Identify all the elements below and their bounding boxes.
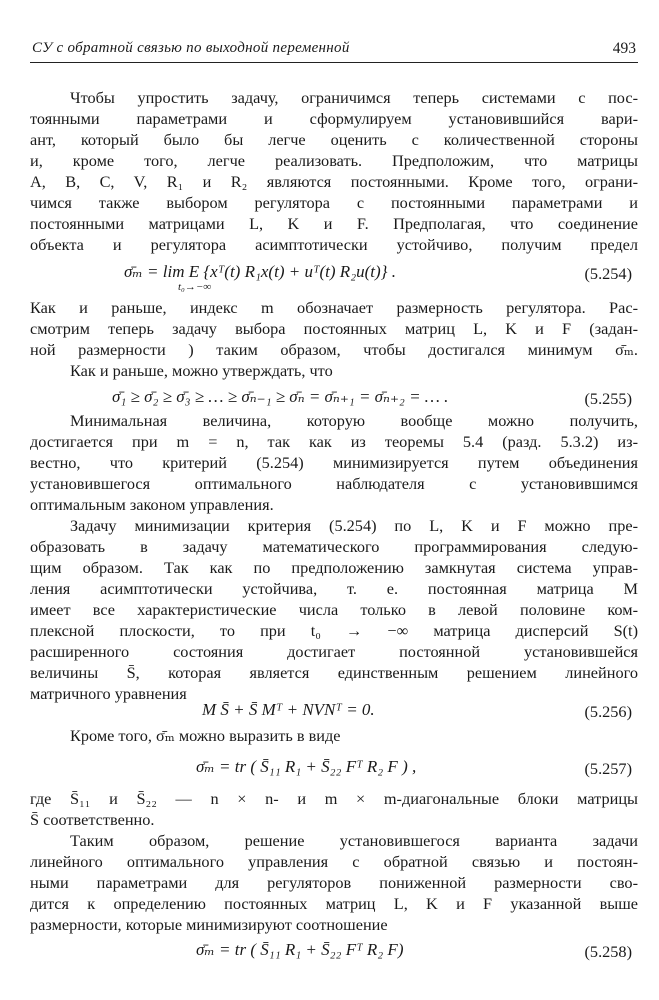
equation-5-255 [30,385,638,413]
equation-5-254 [30,260,638,293]
text-line: образовать в задачу математического программирования следую- [30,537,638,556]
text-line: смотрим теперь задачу выбора постоянных матриц L, K и F (задан- [30,319,638,338]
text-line: где S̄₁₁ и S̄₂₂ — n × n- и m × m-диагональные блоки матрицы [30,789,638,808]
equation-formula: σ̄ₘ = tr ( S̄₁₁ R₁ + S̄₂₂ Fᵀ R₂ F ) , [196,757,417,776]
running-title: СУ с обратной связью по выходной переменной [32,40,350,56]
equation-formula: σ̄ₘ = lim E {xᵀ(t) R₁x(t) + uᵀ(t) R₂u(t)} . [124,262,396,281]
text-line: чимся также выбором регулятора с постоянными параметрами и [30,193,638,212]
text-line: Как и раньше, можно утверждать, что [70,361,333,380]
text-line: Минимальная величина, которую вообще можно получить, [70,411,638,430]
equation-formula: σ̄ₘ = tr ( S̄₁₁ R₁ + S̄₂₂ Fᵀ R₂ F) [196,940,404,959]
text-line: A, B, C, V, R₁ и R₂ являются постоянными. Кроме того, ограни- [30,172,638,191]
text-line: Чтобы упростить задачу, ограничимся теперь системами с пос- [70,88,638,107]
equation-number: (5.258) [584,942,632,961]
equation-formula: σ̄₁ ≥ σ̄₂ ≥ σ̄₃ ≥ … ≥ σ̄ₙ₋₁ ≥ σ̄ₙ = σ̄ₙ₊₁ = σ̄ₙ₊₂ = … . [112,387,449,406]
text-line: Задачу минимизации критерия (5.254) по L, K и F можно пре- [70,516,638,535]
page-number: 493 [612,40,636,57]
text-line: имеет все характеристические числа только в левой половине ком- [30,600,638,619]
equation-5-257 [30,755,638,783]
text-line: установившегося оптимального наблюдателя с установившимся [30,474,638,493]
text-line: плексной плоскости, то при t₀ → −∞ матрица дисперсий S(t) [30,621,638,640]
text-line: S̄ соответственно. [30,810,155,829]
page-header [30,38,638,63]
text-line: ант, который было бы легче оценить с количественной стороны [30,130,638,149]
text-line: расширенного состояния достигает постоянной установившейся [30,642,638,661]
equation-number: (5.256) [584,702,632,721]
text-line: оптимальным законом управления. [30,495,274,514]
book-page [30,0,638,1000]
text-line: постоянными матрицами L, K и F. Предполагая, что соединение [30,214,638,233]
limit-subscript: t₀→−∞ [178,281,212,293]
text-line: тоянными параметрами и сформулируем установившийся вари- [30,109,638,128]
text-line: Таким образом, решение установившегося варианта задачи [70,831,638,850]
text-line: размерности, которые минимизируют соотношение [30,915,388,934]
equation-number: (5.257) [584,759,632,778]
text-line: ления асимптотически устойчива, т. е. постоянная матрица M [30,579,638,598]
equation-5-258 [30,938,638,966]
text-line: Как и раньше, индекс m обозначает размерность регулятора. Рас- [30,298,638,317]
equation-number: (5.254) [584,264,632,283]
text-line: щим образом. Так как по предположению замкнутая система управ- [30,558,638,577]
text-line: объекта и регулятора асимптотически устойчиво, получим предел [30,235,638,254]
text-line: Кроме того, σ̄ₘ можно выразить в виде [70,726,341,745]
text-line: дится к определению постоянных матриц L, K и F указанной выше [30,894,638,913]
text-line: вестно, что критерий (5.254) минимизируется путем объединения [30,453,638,472]
text-line: ными параметрами для регуляторов пониженной размерности сво- [30,873,638,892]
text-line: достигается при m = n, так как из теоремы 5.4 (разд. 5.3.2) из- [30,432,638,451]
equation-5-256 [30,698,638,726]
text-line: ной размерности ) таким образом, чтобы достигался минимум σ̄ₘ. [30,340,638,359]
equation-formula: M S̄ + S̄ Mᵀ + NVNᵀ = 0. [202,700,375,719]
text-line: матричного уравнения [30,684,187,703]
text-line: величины S̄, которая является единственным решением линейного [30,663,638,682]
text-line: линейного оптимального управления с обратной связью и постоян- [30,852,638,871]
text-line: и, кроме того, легче реализовать. Предположим, что матрицы [30,151,638,170]
equation-number: (5.255) [584,389,632,408]
